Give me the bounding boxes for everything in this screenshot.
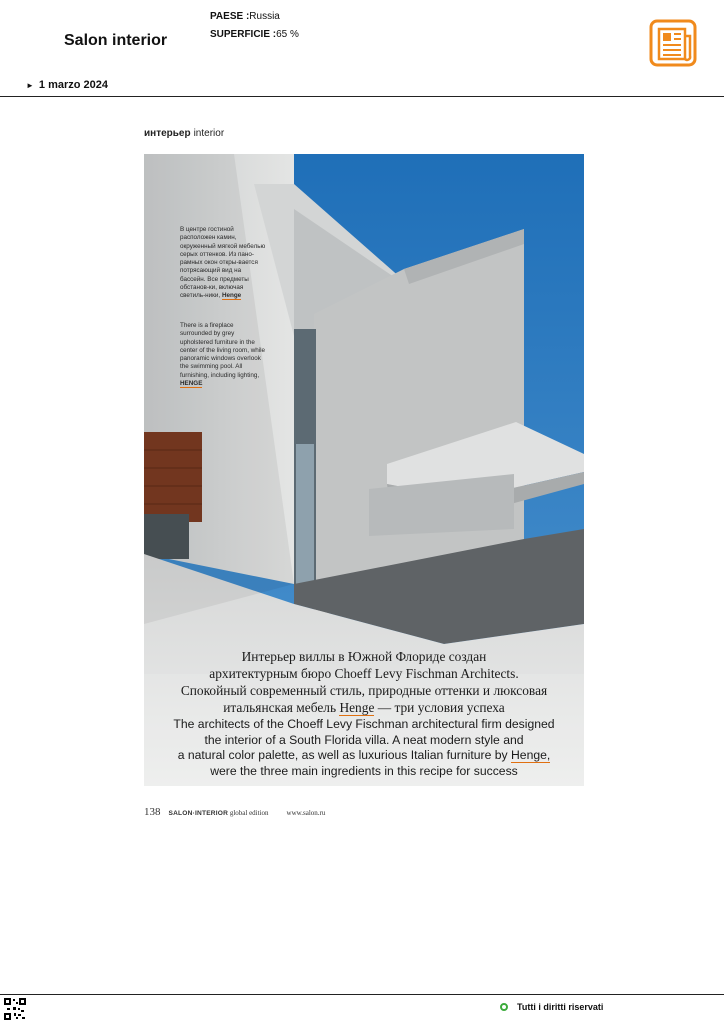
footer-rights (500, 1002, 603, 1012)
rights-text: Tutti i diritti riservati (517, 1002, 604, 1012)
country-label: PAESE : (210, 11, 250, 22)
page-folio (144, 806, 325, 818)
caption-ru-text: В центре гостиной расположен камин, окруженный мягкой мебелью серых оттенков. Из пано-рамных окон откры-вается потрясающий вид на бассейн. Все предметы обстанов-ки, включая светиль-ники, (180, 226, 266, 300)
section-label-en: interior (193, 128, 225, 139)
caption-ru-brand: Henge (221, 292, 242, 300)
lead-ru-line-last (144, 699, 584, 716)
page-number: 138 (144, 806, 161, 818)
lead-en-fragment: a natural color palette, as well as luxurious Italian furniture by (177, 748, 511, 762)
photo-caption-en (180, 322, 266, 388)
lead-en-line: The architects of the Choeff Levy Fischman architectural firm designed (173, 717, 555, 731)
lead-ru-fragment: — три условия успеха (374, 700, 505, 715)
edition-label: global edition (228, 809, 269, 817)
lead-en-line (144, 748, 584, 764)
section-label-ru: интерьер (144, 128, 191, 139)
lead-ru-line: Спокойный современный стиль, природные оттенки и люксовая (180, 683, 548, 698)
issue-date-row (26, 79, 108, 91)
lead-ru-line: Интерьер виллы в Южной Флориде создан (241, 649, 487, 664)
photo-caption-ru (180, 226, 266, 301)
surface-value: 65 % (276, 29, 299, 40)
surface-row (210, 29, 299, 40)
issue-date: 1 marzo 2024 (38, 79, 109, 91)
surface-label: SUPERFICIE : (210, 29, 277, 40)
header-divider (0, 96, 724, 97)
lead-en-line: the interior of a South Florida villa. A neat modern style and (204, 732, 524, 747)
lead-text-en (144, 717, 584, 779)
lead-en-brand: Henge, (511, 748, 551, 762)
footer-divider (0, 994, 724, 995)
bullet-triangle-icon: ► (26, 81, 34, 90)
country-value: Russia (249, 11, 280, 22)
lead-ru-line: архитектурным бюро Choeff Levy Fischman Architects. (209, 666, 519, 681)
qr-code-icon[interactable] (4, 998, 26, 1020)
website-link[interactable]: www.salon.ru (286, 809, 326, 817)
lead-text-ru (144, 648, 584, 716)
magazine-brand: SALON·INTERIOR (168, 810, 229, 817)
caption-en-brand: HENGE (180, 380, 203, 388)
lead-ru-fragment: итальянская мебель (223, 700, 340, 715)
caption-en-text: There is a fireplace surrounded by grey upholstered furniture in the center of the living room, while panoramic windows overlook the swimming pool. All furnishing, including lighting, (180, 322, 266, 379)
country-row (210, 11, 280, 22)
newspaper-icon (648, 18, 698, 68)
lead-ru-brand: Henge (339, 700, 375, 715)
lead-en-line: were the three main ingredients in this recipe for success (210, 763, 518, 778)
section-heading (144, 128, 224, 139)
status-circle-icon (500, 1003, 508, 1011)
publication-title: Salon interior (64, 32, 168, 49)
